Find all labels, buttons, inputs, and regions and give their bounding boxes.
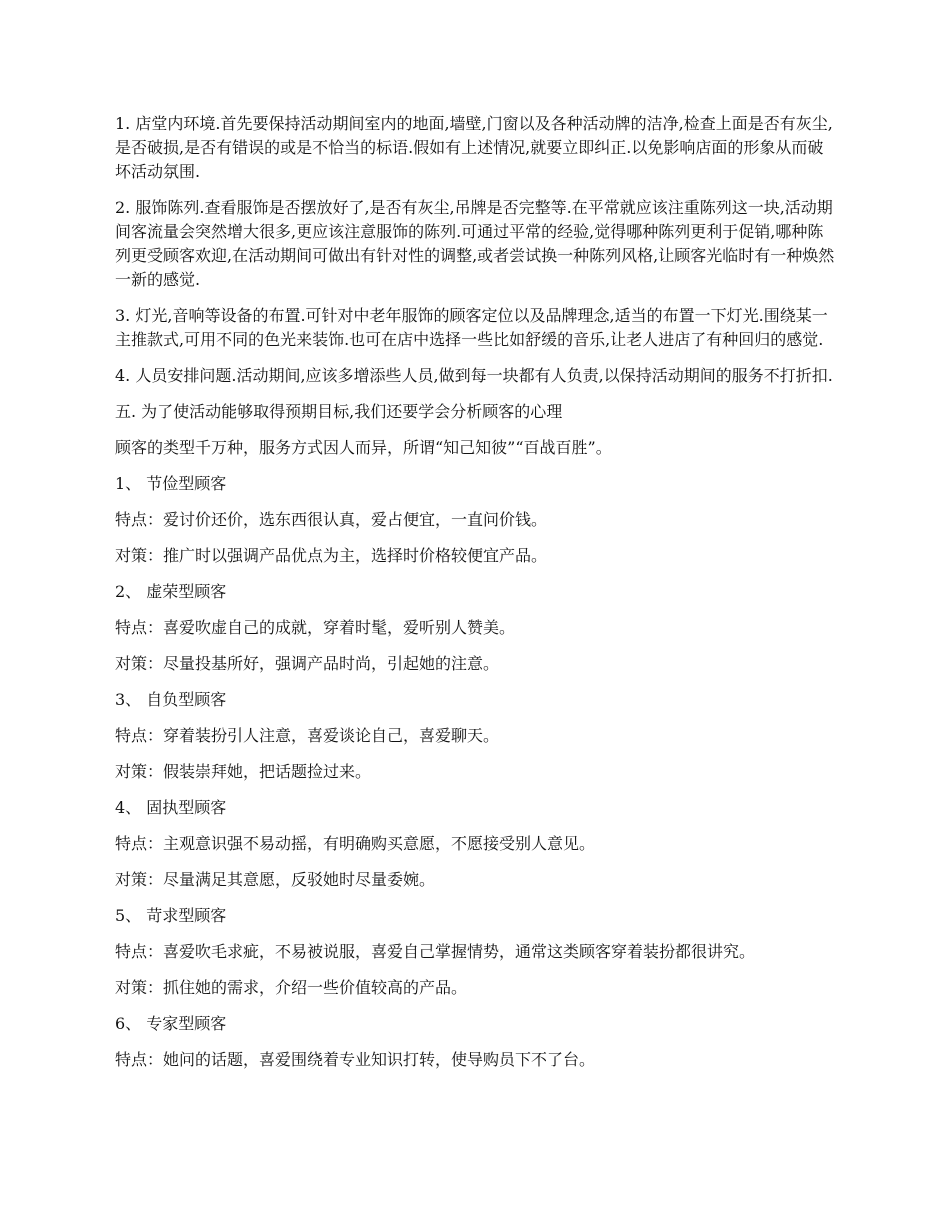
customer-strategy: 对策：尽量满足其意愿，反驳她时尽量委婉。 — [115, 870, 436, 889]
customer-type-heading: 2、 虚荣型顾客 — [115, 582, 227, 601]
customer-traits: 特点：喜爱吹毛求疵，不易被说服，喜爱自己掌握情势，通常这类顾客穿着装扮都很讲究。 — [115, 942, 756, 961]
customer-traits: 特点：喜爱吹虚自己的成就，穿着时髦，爱听别人赞美。 — [115, 618, 516, 637]
customer-type-heading: 4、 固执型顾客 — [115, 798, 227, 817]
paragraph-customer-types-intro: 顾客的类型千万种，服务方式因人而异，所谓“知己知彼”“百战百胜”。 — [115, 438, 612, 457]
customer-type-heading: 5、 苛求型顾客 — [115, 906, 227, 925]
customer-strategy: 对策：推广时以强调产品优点为主，选择时价格较便宜产品。 — [115, 546, 548, 565]
customer-strategy: 对策：抓住她的需求，介绍一些价值较高的产品。 — [115, 978, 468, 997]
paragraph-lighting-sound: 3. 灯光,音响等设备的布置.可针对中老年服饰的顾客定位以及品牌理念,适当的布置一下灯光.围绕某一主推款式,可用不同的色光来装饰.也可在店中选择一些比如舒缓的音乐,让老人进店了有种回归的感觉. — [115, 306, 828, 349]
customer-strategy: 对策：假装崇拜她，把话题捡过来。 — [115, 762, 372, 781]
customer-traits: 特点：穿着装扮引人注意，喜爱谈论自己，喜爱聊天。 — [115, 726, 500, 745]
customer-traits: 特点：她问的话题，喜爱围绕着专业知识打转，使导购员下不了台。 — [115, 1050, 596, 1069]
paragraph-staffing: 4. 人员安排问题.活动期间,应该多增添些人员,做到每一块都有人负责,以保持活动期间的服务不打折扣. — [115, 366, 833, 385]
section-heading-customer-psychology: 五. 为了使活动能够取得预期目标,我们还要学会分析顾客的心理 — [115, 402, 563, 421]
paragraph-clothing-display: 2. 服饰陈列.查看服饰是否摆放好了,是否有灰尘,吊牌是否完整等.在平常就应该注重陈列这一块,活动期间客流量会突然增大很多,更应该注意服饰的陈列.可通过平常的经验,觉得哪种陈列更利于促销,哪种陈列更受顾客欢迎,在活动期间可做出有针对性的调整,或者尝试换一种陈列风格,让顾客光临时有一种焕然一新的感觉. — [115, 198, 835, 289]
customer-type-heading: 3、 自负型顾客 — [115, 690, 227, 709]
customer-traits: 特点：主观意识强不易动摇，有明确购买意愿，不愿接受别人意见。 — [115, 834, 596, 853]
customer-type-heading: 6、 专家型顾客 — [115, 1014, 227, 1033]
customer-strategy: 对策：尽量投基所好，强调产品时尚，引起她的注意。 — [115, 654, 500, 673]
customer-type-heading: 1、 节俭型顾客 — [115, 474, 227, 493]
paragraph-store-environment: 1. 店堂内环境.首先要保持活动期间室内的地面,墙壁,门窗以及各种活动牌的洁净,检查上面是否有灰尘,是否破损,是否有错误的或是不恰当的标语.假如有上述情况,就要立即纠正.以免影响店面的形象从而破坏活动氛围. — [115, 114, 833, 181]
customer-traits: 特点：爱讨价还价，选东西很认真，爱占便宜，一直问价钱。 — [115, 510, 548, 529]
document-body — [115, 112, 835, 1084]
